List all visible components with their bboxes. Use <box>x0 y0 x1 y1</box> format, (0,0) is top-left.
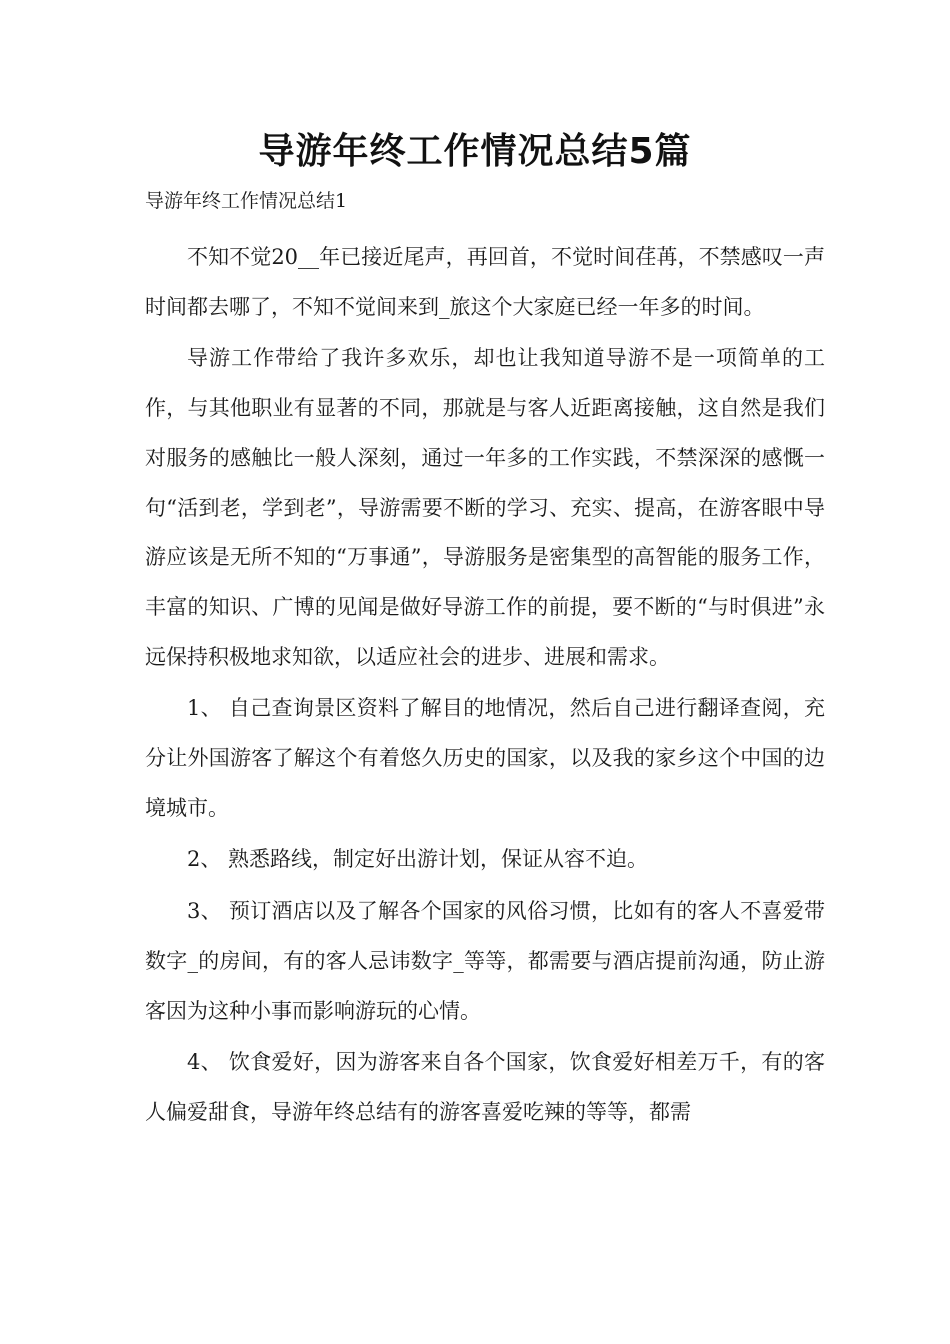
paragraph-intro: 不知不觉20__年已接近尾声，再回首，不觉时间荏苒，不禁感叹一声时间都去哪了，不知不觉间来到_旅这个大家庭已经一年多的时间。 <box>145 245 825 319</box>
list-item-4: 4、 饮食爱好，因为游客来自各个国家，饮食爱好相差万千，有的客人偏爱甜食，导游年终总结有的游客喜爱吃辣的等等，都需 <box>145 1050 825 1124</box>
section-heading: 导游年终工作情况总结1 <box>145 190 348 212</box>
list-item-3: 3、 预订酒店以及了解各个国家的风俗习惯，比如有的客人不喜爱带数字_的房间，有的客人忌讳数字_等等，都需要与酒店提前沟通，防止游客因为这种小事而影响游玩的心情。 <box>145 899 825 1023</box>
list-item-1: 1、 自己查询景区资料了解目的地情况，然后自己进行翻译查阅，充分让外国游客了解这个有着悠久历史的国家，以及我的家乡这个中国的边境城市。 <box>145 696 825 820</box>
list-item-2: 2、 熟悉路线，制定好出游计划，保证从容不迫。 <box>187 847 649 872</box>
document-title: 导游年终工作情况总结5篇 <box>258 131 692 172</box>
document-body <box>145 233 825 1140</box>
paragraph-work: 导游工作带给了我许多欢乐，却也让我知道导游不是一项简单的工作，与其他职业有显著的不同，那就是与客人近距离接触，这自然是我们对服务的感触比一般人深刻，通过一年多的工作实践，不禁深深的感慨一句“活到老，学到老”，导游需要不断的学习、充实、提高，在游客眼中导游应该是无所不知的“万事通”，导游服务是密集型的高智能的服务工作，丰富的知识、广博的见闻是做好导游工作的前提，要不断的“与时俱进”永远保持积极地求知欲，以适应社会的进步、进展和需求。 <box>145 346 825 669</box>
